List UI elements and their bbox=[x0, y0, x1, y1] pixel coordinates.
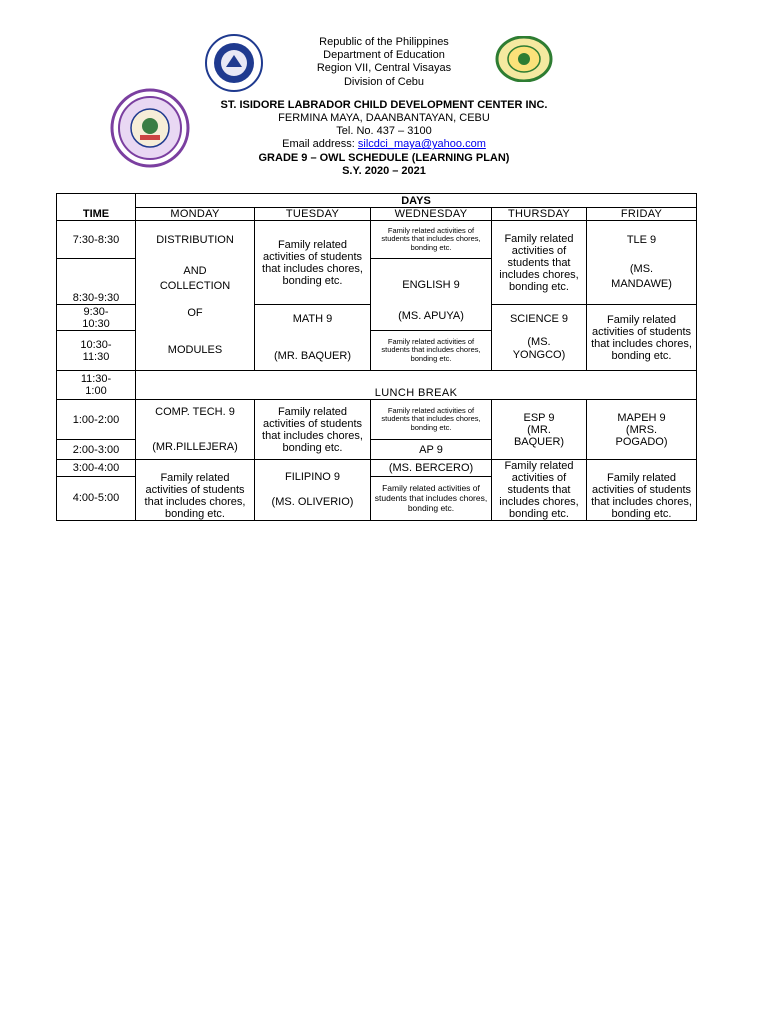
time-slot: 1:00-2:00 bbox=[57, 400, 136, 440]
wednesday-ap-teacher-cell bbox=[371, 460, 492, 477]
telephone: Tel. No. 437 – 3100 bbox=[336, 125, 432, 138]
day-friday: FRIDAY bbox=[587, 208, 697, 221]
time-slot: 7:30-8:30 bbox=[57, 221, 136, 259]
day-tuesday: TUESDAY bbox=[255, 208, 371, 221]
lunch-break: LUNCH BREAK bbox=[136, 371, 697, 400]
wednesday-ap-cell bbox=[371, 440, 492, 460]
tuesday-math-cell bbox=[255, 305, 371, 371]
friday-family-cell: Family related activities of students that includes chores, bonding etc. bbox=[587, 460, 697, 521]
thursday-family-cell: Family related activities of students that includes chores, bonding etc. bbox=[492, 221, 587, 305]
day-monday: MONDAY bbox=[136, 208, 255, 221]
day-wednesday: WEDNESDAY bbox=[371, 208, 492, 221]
monday-line: COLLECTION bbox=[159, 280, 231, 292]
family-text: Family related activities of students that includes chores, bonding etc. bbox=[381, 405, 481, 432]
monday-morning-cell bbox=[136, 221, 255, 371]
monday-line: MODULES bbox=[167, 344, 223, 356]
subject: COMP. TECH. 9 bbox=[155, 405, 235, 418]
day-thursday: THURSDAY bbox=[492, 208, 587, 221]
teacher: (MR. BAQUER) bbox=[274, 349, 351, 362]
teacher: (MS. APUYA) bbox=[398, 309, 464, 322]
department-line: Department of Education bbox=[323, 49, 445, 62]
teacher: (MS. YONGCO) bbox=[512, 336, 566, 361]
subject: FILIPINO 9 bbox=[284, 471, 341, 483]
wednesday-family-cell bbox=[371, 221, 492, 259]
teacher: (MS. BERCERO) bbox=[388, 461, 474, 474]
thursday-science-cell bbox=[492, 305, 587, 371]
friday-tle-cell bbox=[587, 221, 697, 305]
time-slot: 10:30- 11:30 bbox=[57, 331, 136, 371]
days-header: DAYS bbox=[136, 194, 697, 208]
time-slot: 3:00-4:00 bbox=[57, 460, 136, 477]
tuesday-filipino-cell bbox=[255, 460, 371, 521]
friday-mapeh-cell bbox=[587, 400, 697, 460]
wednesday-family-cell bbox=[371, 476, 492, 520]
time-slot: 11:30- 1:00 bbox=[57, 371, 136, 400]
family-text: Family related activities of students that includes chores, bonding etc. bbox=[381, 225, 481, 252]
division-line: Division of Cebu bbox=[343, 75, 425, 88]
subject: MATH 9 bbox=[292, 312, 333, 325]
subject: ESP 9 bbox=[523, 411, 555, 424]
subject: ENGLISH 9 bbox=[402, 278, 460, 291]
subject: TLE 9 bbox=[626, 234, 657, 246]
wednesday-family-cell bbox=[371, 331, 492, 371]
time-header: TIME bbox=[57, 208, 136, 221]
time-slot: 4:00-5:00 bbox=[57, 476, 136, 520]
schedule-title: GRADE 9 – OWL SCHEDULE (LEARNING PLAN) bbox=[258, 151, 510, 164]
region-line: Region VII, Central Visayas bbox=[316, 62, 452, 75]
thursday-esp-cell bbox=[492, 400, 587, 460]
friday-family-cell: Family related activities of students that includes chores, bonding etc. bbox=[587, 305, 697, 371]
corner-cell bbox=[57, 194, 136, 208]
teacher: (MR.PILLEJERA) bbox=[152, 440, 238, 453]
wednesday-family-cell bbox=[371, 400, 492, 440]
teacher: (MS. MANDAWE) bbox=[611, 263, 672, 290]
time-slot: 8:30-9:30 bbox=[57, 259, 136, 305]
email-line bbox=[0, 138, 768, 151]
subject: SCIENCE 9 bbox=[509, 313, 569, 325]
monday-line: AND bbox=[183, 265, 207, 277]
document-header bbox=[0, 36, 768, 178]
subject: AP 9 bbox=[419, 443, 443, 456]
wednesday-english-cell bbox=[371, 259, 492, 331]
teacher: (MRS. POGADO) bbox=[615, 423, 668, 448]
time-slot: 2:00-3:00 bbox=[57, 440, 136, 460]
monday-line: DISTRIBUTION bbox=[156, 234, 234, 246]
subject: MAPEH 9 bbox=[617, 411, 666, 424]
school-address: FERMINA MAYA, DAANBANTAYAN, CEBU bbox=[278, 112, 490, 125]
school-name: ST. ISIDORE LABRADOR CHILD DEVELOPMENT CENTER INC. bbox=[220, 98, 548, 111]
teacher: (MS. OLIVERIO) bbox=[271, 496, 354, 508]
email-label: Email address: bbox=[282, 138, 358, 151]
monday-comp-cell bbox=[136, 400, 255, 460]
time-slot: 9:30- 10:30 bbox=[57, 305, 136, 331]
family-text: Family related activities of students that includes chores, bonding etc. bbox=[374, 483, 488, 514]
monday-line: OF bbox=[187, 307, 203, 319]
country-line: Republic of the Philippines bbox=[319, 36, 449, 48]
tuesday-family-cell: Family related activities of students that includes chores, bonding etc. bbox=[255, 221, 371, 305]
tuesday-family-cell: Family related activities of students that includes chores, bonding etc. bbox=[255, 400, 371, 460]
schedule-table bbox=[56, 193, 697, 521]
school-year: S.Y. 2020 – 2021 bbox=[342, 164, 426, 177]
monday-family-cell: Family related activities of students that includes chores, bonding etc. bbox=[136, 460, 255, 521]
thursday-family-cell: Family related activities of students that includes chores, bonding etc. bbox=[492, 460, 587, 521]
teacher: (MR. BAQUER) bbox=[513, 423, 565, 448]
email-link[interactable]: silcdci_maya@yahoo.com bbox=[357, 138, 486, 151]
family-text: Family related activities of students that includes chores, bonding etc. bbox=[381, 336, 481, 363]
